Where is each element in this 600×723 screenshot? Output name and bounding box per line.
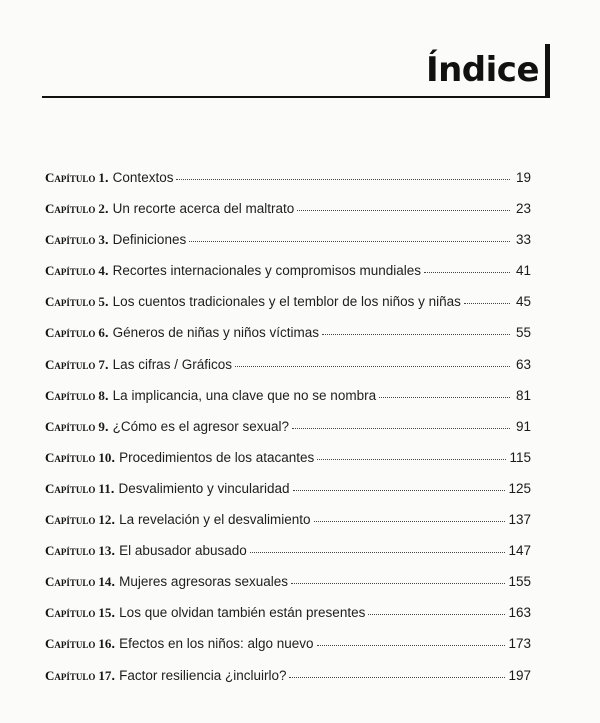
chapter-title: Definiciones bbox=[112, 232, 187, 248]
toc-entry[interactable] bbox=[45, 636, 531, 667]
chapter-label: Capítulo bbox=[45, 170, 96, 185]
dot-leader bbox=[293, 488, 506, 491]
page-number: 137 bbox=[508, 512, 531, 528]
page-number: 125 bbox=[508, 480, 531, 496]
dot-leader bbox=[317, 643, 506, 646]
chapter-number-dot: . bbox=[111, 636, 116, 652]
chapter-title: Los cuentos tradicionales y el temblor de los niños y niñas bbox=[112, 294, 461, 310]
chapter-number: 6 bbox=[98, 325, 105, 341]
toc-entry[interactable] bbox=[45, 668, 531, 699]
page-number: 45 bbox=[515, 294, 531, 310]
chapter-number-dot: . bbox=[104, 418, 109, 434]
chapter-title: Un recorte acerca del maltrato bbox=[112, 201, 295, 217]
toc-entry[interactable] bbox=[45, 512, 531, 543]
chapter-number-dot: . bbox=[104, 387, 109, 403]
chapter-number-dot: . bbox=[104, 201, 109, 217]
page-number: 33 bbox=[515, 232, 531, 248]
page-number: 63 bbox=[515, 356, 531, 372]
chapter-number-dot: . bbox=[104, 356, 109, 372]
page-number: 19 bbox=[515, 170, 531, 185]
chapter-label: Capítulo bbox=[45, 605, 96, 621]
toc-entry[interactable] bbox=[45, 605, 531, 636]
page-number: 91 bbox=[515, 418, 531, 434]
chapter-label: Capítulo bbox=[45, 480, 96, 496]
dot-leader bbox=[317, 457, 506, 460]
page-number: 173 bbox=[508, 636, 531, 652]
page-number: 41 bbox=[515, 263, 531, 279]
page-number: 197 bbox=[508, 667, 531, 683]
chapter-number: 5 bbox=[98, 294, 105, 310]
dot-leader bbox=[368, 612, 505, 615]
chapter-number-dot: . bbox=[104, 232, 109, 248]
toc-entry[interactable] bbox=[45, 450, 531, 481]
toc-entry[interactable] bbox=[45, 574, 531, 605]
chapter-number-dot: . bbox=[111, 543, 116, 559]
chapter-number-dot: . bbox=[111, 449, 116, 465]
chapter-number: 10 bbox=[98, 449, 112, 465]
chapter-number: 8 bbox=[98, 387, 105, 403]
chapter-number: 4 bbox=[98, 263, 105, 279]
chapter-title: Procedimientos de los atacantes bbox=[119, 449, 315, 465]
chapter-label: Capítulo bbox=[45, 263, 96, 279]
dot-leader bbox=[235, 364, 510, 367]
dot-leader bbox=[297, 208, 510, 211]
chapter-title: Los que olvidan también están presentes bbox=[119, 605, 366, 621]
page-number: 81 bbox=[515, 387, 531, 403]
dot-leader bbox=[289, 675, 505, 678]
toc-entry[interactable] bbox=[45, 294, 531, 325]
chapter-title: Desvalimiento y vincularidad bbox=[118, 480, 290, 496]
header-rule bbox=[42, 96, 550, 98]
page-number: 163 bbox=[508, 605, 531, 621]
toc-entry[interactable] bbox=[45, 232, 531, 263]
chapter-number: 1 bbox=[98, 170, 105, 185]
chapter-title: Las cifras / Gráficos bbox=[112, 356, 232, 372]
chapter-label: Capítulo bbox=[45, 418, 96, 434]
title-bar-decoration bbox=[545, 44, 550, 96]
chapter-number: 16 bbox=[98, 636, 112, 652]
toc-entry[interactable] bbox=[45, 388, 531, 419]
dot-leader bbox=[322, 332, 510, 335]
dot-leader bbox=[292, 426, 510, 429]
chapter-title: Recortes internacionales y compromisos mundiales bbox=[112, 263, 422, 279]
toc-entry[interactable] bbox=[45, 481, 531, 512]
chapter-number-dot: . bbox=[110, 480, 115, 496]
dot-leader bbox=[189, 239, 510, 242]
page-number: 155 bbox=[508, 574, 531, 590]
chapter-label: Capítulo bbox=[45, 387, 96, 403]
toc-entry[interactable] bbox=[45, 419, 531, 450]
toc-entry[interactable] bbox=[45, 325, 531, 356]
chapter-number: 15 bbox=[98, 605, 112, 621]
page-number: 115 bbox=[509, 449, 531, 465]
dot-leader bbox=[379, 395, 510, 398]
page-header bbox=[426, 42, 550, 98]
chapter-number-dot: . bbox=[104, 294, 109, 310]
chapter-label: Capítulo bbox=[45, 512, 96, 528]
page-number: 55 bbox=[515, 325, 531, 341]
chapter-label: Capítulo bbox=[45, 667, 96, 683]
toc-entry[interactable] bbox=[45, 543, 531, 574]
chapter-number-dot: . bbox=[111, 605, 116, 621]
page-title: Índice bbox=[425, 50, 539, 90]
chapter-label: Capítulo bbox=[45, 449, 96, 465]
page-number: 147 bbox=[508, 543, 531, 559]
chapter-title: Géneros de niñas y niños víctimas bbox=[112, 325, 320, 341]
chapter-title: ¿Cómo es el agresor sexual? bbox=[112, 418, 290, 434]
chapter-number-dot: . bbox=[111, 574, 116, 590]
chapter-label: Capítulo bbox=[45, 201, 96, 217]
chapter-number: 13 bbox=[98, 543, 112, 559]
dot-leader bbox=[291, 581, 505, 584]
dot-leader bbox=[464, 301, 510, 304]
page-number: 23 bbox=[515, 201, 531, 217]
toc-entry[interactable] bbox=[45, 170, 531, 201]
chapter-label: Capítulo bbox=[45, 636, 96, 652]
chapter-label: Capítulo bbox=[45, 325, 96, 341]
dot-leader bbox=[314, 519, 506, 522]
chapter-title: Efectos en los niños: algo nuevo bbox=[119, 636, 314, 652]
chapter-number-dot: . bbox=[104, 325, 109, 341]
chapter-label: Capítulo bbox=[45, 574, 96, 590]
toc-entry[interactable] bbox=[45, 357, 531, 388]
table-of-contents bbox=[45, 170, 531, 699]
chapter-title: La implicancia, una clave que no se nombra bbox=[112, 387, 377, 403]
dot-leader bbox=[250, 550, 506, 553]
toc-entry[interactable] bbox=[45, 201, 531, 232]
chapter-number: 3 bbox=[98, 232, 105, 248]
dot-leader bbox=[176, 177, 510, 180]
chapter-number-dot: . bbox=[111, 512, 116, 528]
chapter-number: 9 bbox=[98, 418, 105, 434]
chapter-title: Mujeres agresoras sexuales bbox=[119, 574, 289, 590]
chapter-number: 17 bbox=[98, 667, 112, 683]
chapter-title: Contextos bbox=[112, 170, 174, 185]
chapter-title: Factor resiliencia ¿incluirlo? bbox=[119, 667, 287, 683]
chapter-label: Capítulo bbox=[45, 356, 96, 372]
chapter-number: 7 bbox=[98, 356, 105, 372]
chapter-number: 11 bbox=[98, 480, 111, 496]
chapter-number-dot: . bbox=[111, 667, 116, 683]
chapter-title: El abusador abusado bbox=[119, 543, 247, 559]
chapter-number-dot: . bbox=[104, 263, 109, 279]
chapter-label: Capítulo bbox=[45, 543, 96, 559]
chapter-number: 14 bbox=[98, 574, 112, 590]
chapter-label: Capítulo bbox=[45, 294, 96, 310]
toc-entry[interactable] bbox=[45, 263, 531, 294]
chapter-number: 12 bbox=[98, 512, 112, 528]
dot-leader bbox=[424, 270, 510, 273]
chapter-label: Capítulo bbox=[45, 232, 96, 248]
chapter-number-dot: . bbox=[104, 170, 109, 185]
chapter-title: La revelación y el desvalimiento bbox=[119, 512, 311, 528]
chapter-number: 2 bbox=[98, 201, 105, 217]
